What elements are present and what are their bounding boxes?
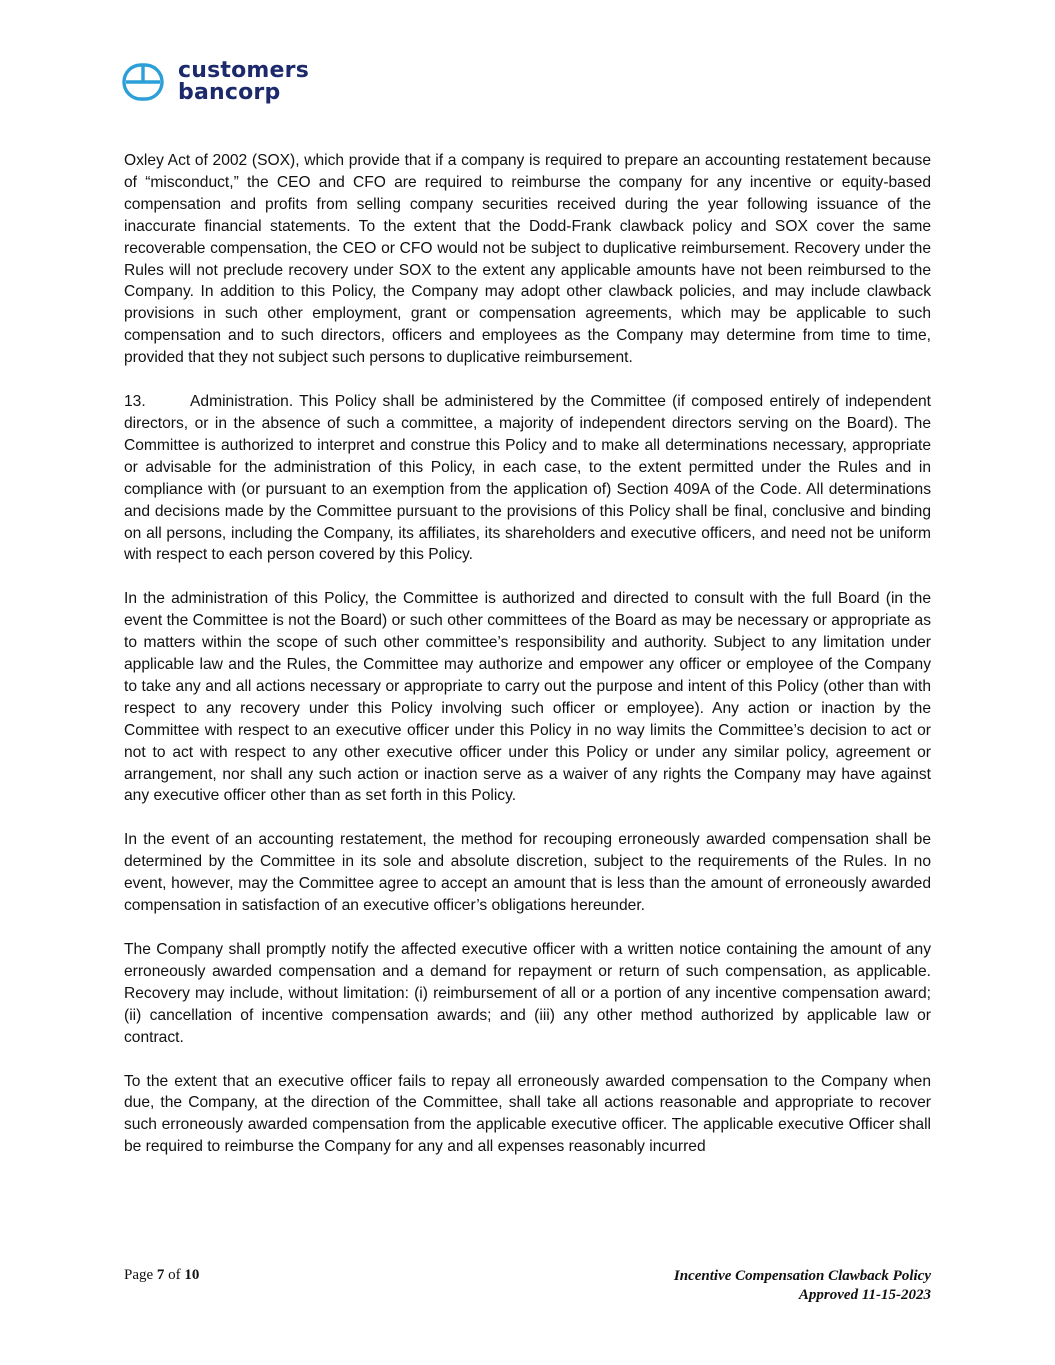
document-body [124,150,931,1180]
section-number: 13. [124,393,146,411]
logo-wordmark [178,60,309,104]
paragraph-administration [124,391,931,566]
current-page: 7 [156,1267,165,1283]
approval-date: Approved 11-15-2023 [798,1287,931,1303]
company-logo [122,60,309,104]
total-pages: 10 [184,1267,200,1283]
logo-mark-icon [122,63,164,101]
document-info [674,1267,931,1305]
paragraph-notification: The Company shall promptly notify the affected executive officer with a written notice containing the amount of any erroneously awarded compensation and a demand for repayment or return of such compensation, as applicable. Recovery may include, without limitation: (i) reimbursement of all or a portion of any incentive compensation award; (ii) cancellation of incentive compensation awards; and (iii) any other method authorized by applicable law or contract. [124,941,931,1046]
page-number: Page 7 of 10 [124,1267,200,1283]
paragraph-enforcement: To the extent that an executive officer fails to repay all erroneously awarded compensation to the Company when due, the Company, at the direction of the Committee, shall take all actions reasonable and appropriate to recover such erroneously awarded compensation from the applicable executive officer. The applicable executive Officer shall be required to reimburse the Company for any and all expenses reasonably incurred [124,1072,931,1156]
logo-line-2: bancorp [178,80,281,105]
paragraph-recoupment-method: In the event of an accounting restatement, the method for recouping erroneously awarded compensation shall be determined by the Committee in its sole and absolute discretion, subject to the requirements of the Rules. In no event, however, may the Committee agree to accept an amount that is less than the amount of erroneously awarded compensation in satisfaction of an executive officer’s obligations hereunder. [124,831,931,915]
section-heading: Administration [190,393,289,411]
paragraph-consultation: In the administration of this Policy, the Committee is authorized and directed to consult with the full Board (in the event the Committee is not the Board) or such other committees of the Board as may be necessary or appropriate as to matters within the scope of such other committee’s responsibility and authority. Subject to any limitation under applicable law and the Rules, the Committee may authorize and empower any officer or employee of the Company to take any and all actions necessary or appropriate to carry out the purpose and intent of this Policy (other than with respect to any recovery under this Policy involving such officer or employee). Any action or inaction by the Committee with respect to an executive officer under this Policy in no way limits the Committee’s decision to act or not to act with respect to any other executive officer under this Policy or under any similar policy, agreement or arrangement, nor shall any such action or inaction serve as a waiver of any rights the Company may have against any executive officer other than as set forth in this Policy. [124,590,931,805]
section-text: . This Policy shall be administered by the Committee (if composed entirely of independent directors, or in the absence of such a committee, a majority of independent directors serving on the Board). The Committee is authorized to interpret and construe this Policy and to make all determinations necessary, appropriate or advisable for the administration of this Policy, in each case, to the extent permitted under the Rules and in compliance with (or pursuant to an exemption from the application of) Section 409A of the Code. All determinations and decisions made by the Committee pursuant to the provisions of this Policy shall be final, conclusive and binding on all persons, including the Company, its affiliates, its shareholders and executive officers, and need not be uniform with respect to each person covered by this Policy. [124,393,931,564]
logo-line-1: customers [178,58,310,83]
document-title: Incentive Compensation Clawback Policy [673,1268,931,1284]
paragraph-sox: Oxley Act of 2002 (SOX), which provide that if a company is required to prepare an accounting restatement because of “misconduct,” the CEO and CFO are required to reimburse the company for any incentive or equity-based compensation and profits from selling company securities received during the year following issuance of the inaccurate financial statements. To the extent that the Dodd-Frank clawback policy and SOX cover the same recoverable compensation, the CEO or CFO would not be subject to duplicative reimbursement. Recovery under the Rules will not preclude recovery under SOX to the extent any applicable amounts have not been reimbursed to the Company. In addition to this Policy, the Company may adopt other clawback policies, and may include clawback provisions in such other employment, grant or compensation agreements, which may be applicable to such compensation and to such directors, officers and employees as the Company may determine from time to time, provided that they not subject such persons to duplicative reimbursement. [124,152,931,367]
